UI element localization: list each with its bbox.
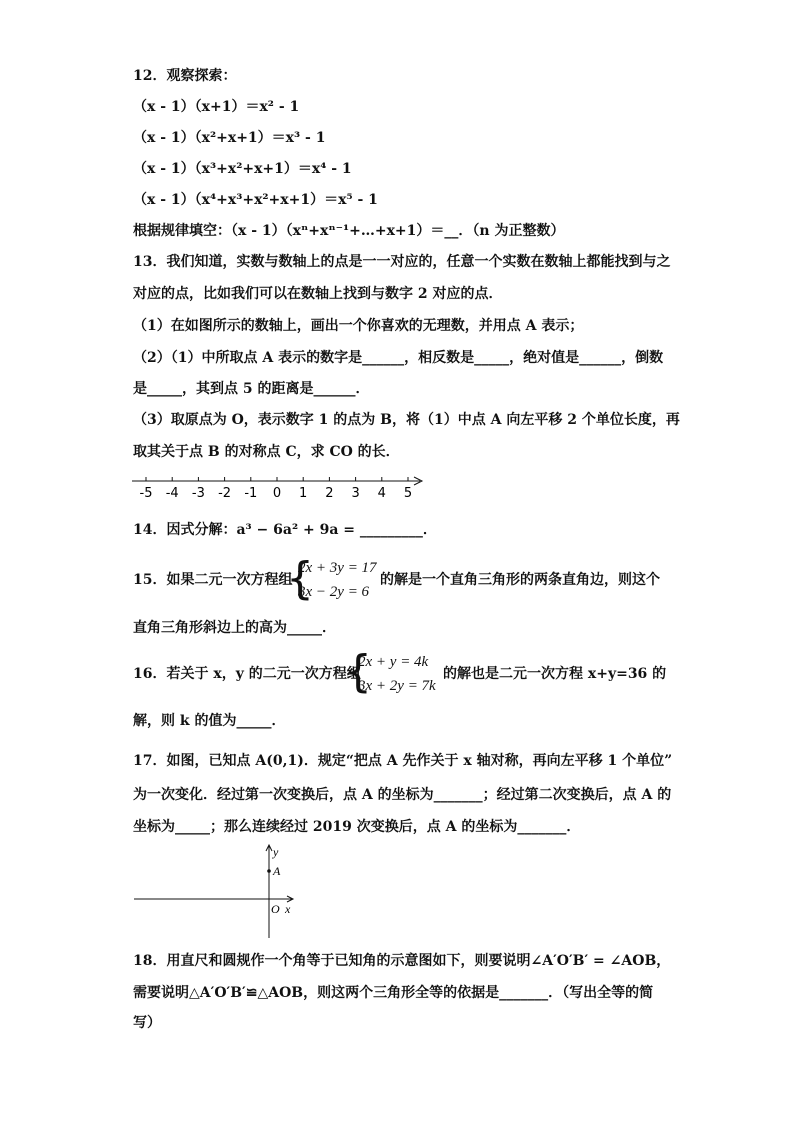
q15-brace: { [286,553,314,604]
q12-line-4: （x - 1）（x⁴+x³+x²+x+1）＝x⁵ - 1 [133,192,378,208]
q17-line-1: 17．如图，已知点 A(0,1)．规定“把点 A 先作关于 x 轴对称，再向左平移 1 个单位” [133,753,673,769]
origin-label: O [271,902,280,916]
number-line-tick-label: 4 [377,486,386,501]
number-line-tick-label: -5 [139,486,153,501]
y-axis-label: y [273,845,279,859]
number-line-tick-label: 0 [272,486,282,501]
x-axis-label: x [285,902,291,916]
q13-line-2: 对应的点，比如我们可以在数轴上找到与数字 2 对应的点． [133,286,503,302]
q15-line-2: 直角三角形斜边上的高为_____． [133,620,336,636]
q18-line-2: 需要说明△A′O′B′≌△AOB，则这两个三角形全等的依据是_______．（写出全等的简 [133,985,654,1001]
q13-part-3a: （3）取原点为 O，表示数字 1 的点为 B，将（1）中点 A 向左平移 2 个单位长度，再 [133,412,680,428]
q15-equation-2: 3x − 2y = 6 [298,584,370,600]
q16-suffix: 的解也是二元一次方程 x+y=36 的 [443,666,667,682]
number-line-figure [128,470,428,502]
q12-line-3: （x - 1）（x³+x²+x+1）＝x⁴ - 1 [133,161,352,177]
q15-suffix: 的解是一个直角三角形的两条直角边，则这个 [380,572,660,588]
q16-equation-2: 3x + 2y = 7k [358,678,436,694]
q12-line-2: （x - 1）（x²+x+1）＝x³ - 1 [133,130,326,146]
number-line-tick-label: -4 [165,486,179,501]
number-line-tick-label: 3 [351,486,360,501]
q13-part-2a: （2）（1）中所取点 A 表示的数字是______，相反数是_____，绝对值是______，倒数 [133,350,664,366]
point-a [267,869,271,873]
q18-line-3: 写） [133,1015,161,1031]
q15-equation-1: 2x + 3y = 17 [298,560,377,576]
q13-part-3b: 取其关于点 B 的对称点 C，求 CO 的长． [133,444,400,460]
q16-prefix: 16．若关于 x，y 的二元一次方程组 [133,666,361,682]
q18-line-1: 18．用直尺和圆规作一个角等于已知角的示意图如下，则要说明∠A′O′B′ = ∠AOB， [133,953,671,969]
q12-fill-line: 根据规律填空：（x - 1）（xⁿ+xⁿ⁻¹+…+x+1）＝__．（n 为正整数） [133,223,565,239]
coordinate-figure [132,842,302,942]
q13-part-2b: 是_____，其到点 5 的距离是______． [133,381,370,397]
number-line-tick-label: -2 [218,486,232,501]
number-line-tick-label: -1 [244,486,258,501]
number-line-tick-label: -3 [191,486,205,501]
number-line-tick-label: 5 [403,486,413,501]
number-line-tick-label: 2 [325,486,334,501]
q16-line-2: 解，则 k 的值为_____． [133,713,286,729]
q14-line: 14．因式分解：a³ − 6a² + 9a = _________． [133,522,437,538]
point-a-label: A [273,864,281,878]
q17-line-2: 为一次变化．经过第一次变换后，点 A 的坐标为_______；经过第二次变换后，点 A 的 [133,787,672,803]
q12-line-1: （x - 1）（x+1）＝x² - 1 [133,99,300,115]
q13-line-1: 13．我们知道，实数与数轴上的点是一一对应的，任意一个实数在数轴上都能找到与之 [133,254,671,270]
q13-part-1: （1）在如图所示的数轴上，画出一个你喜欢的无理数，并用点 A 表示； [133,318,584,334]
number-line-tick-label: 1 [299,486,308,501]
q17-line-3: 坐标为_____；那么连续经过 2019 次变换后，点 A 的坐标为_______． [133,819,581,835]
q16-brace: { [344,646,372,697]
q12-title: 12．观察探索： [133,68,237,84]
q15-prefix: 15．如果二元一次方程组 [133,572,293,588]
q16-equation-1: 2x + y = 4k [358,654,429,670]
